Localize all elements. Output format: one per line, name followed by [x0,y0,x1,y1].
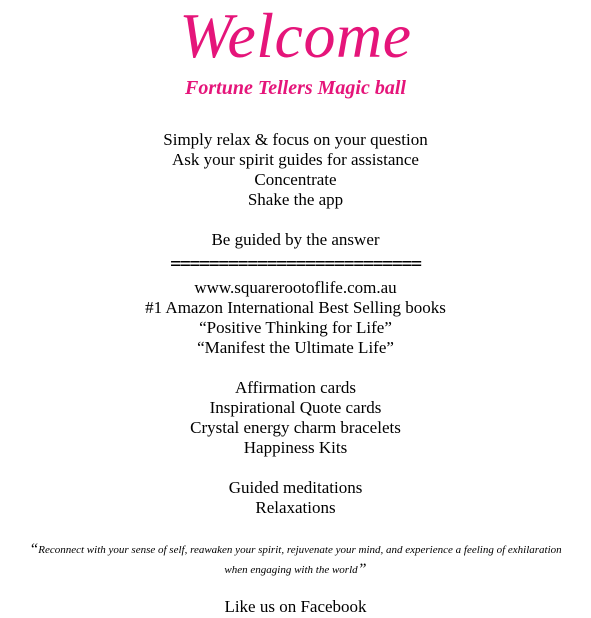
quote-text-2: when engaging with the world [224,564,358,576]
like-facebook-link[interactable]: Like us on Facebook [224,597,367,616]
page-subtitle: Fortune Tellers Magic ball [185,77,406,99]
close-quote-mark: ” [357,561,367,578]
meditation-item: Relaxations [255,498,336,517]
quote-text-1: Reconnect with your sense of self, reawaken your spirit, rejuvenate your mind, and experience a feeling of exhilaration [38,544,562,556]
inspirational-quote [0,540,591,580]
meditations-list [0,478,591,518]
divider-line: ========================== [170,253,421,274]
page-title: Welcome [179,0,412,71]
open-quote-mark: “ [29,541,39,558]
book-title: “Positive Thinking for Life” [199,318,392,337]
product-item: Inspirational Quote cards [209,398,382,417]
instructions-list [0,130,591,210]
product-item: Affirmation cards [234,378,356,397]
product-item: Happiness Kits [243,438,348,457]
instruction-item: Simply relax & focus on your question [163,130,428,149]
meditation-item: Guided meditations [228,478,363,497]
book-title: “Manifest the Ultimate Life” [197,338,394,357]
quote-line-2 [0,560,591,580]
website-link[interactable]: www.squarerootoflife.com.au [194,278,397,297]
instruction-item: Ask your spirit guides for assistance [172,150,419,169]
books-list [0,278,591,358]
products-list [0,378,591,458]
product-item: Crystal energy charm bracelets [190,418,401,437]
bestseller-line: #1 Amazon International Best Selling books [145,298,446,317]
instruction-item: Concentrate [254,170,337,189]
instruction-item: Shake the app [247,190,344,209]
guided-line: Be guided by the answer [211,230,380,249]
quote-line-1 [0,540,591,560]
facebook-section [0,597,591,617]
guided-text [0,230,591,250]
